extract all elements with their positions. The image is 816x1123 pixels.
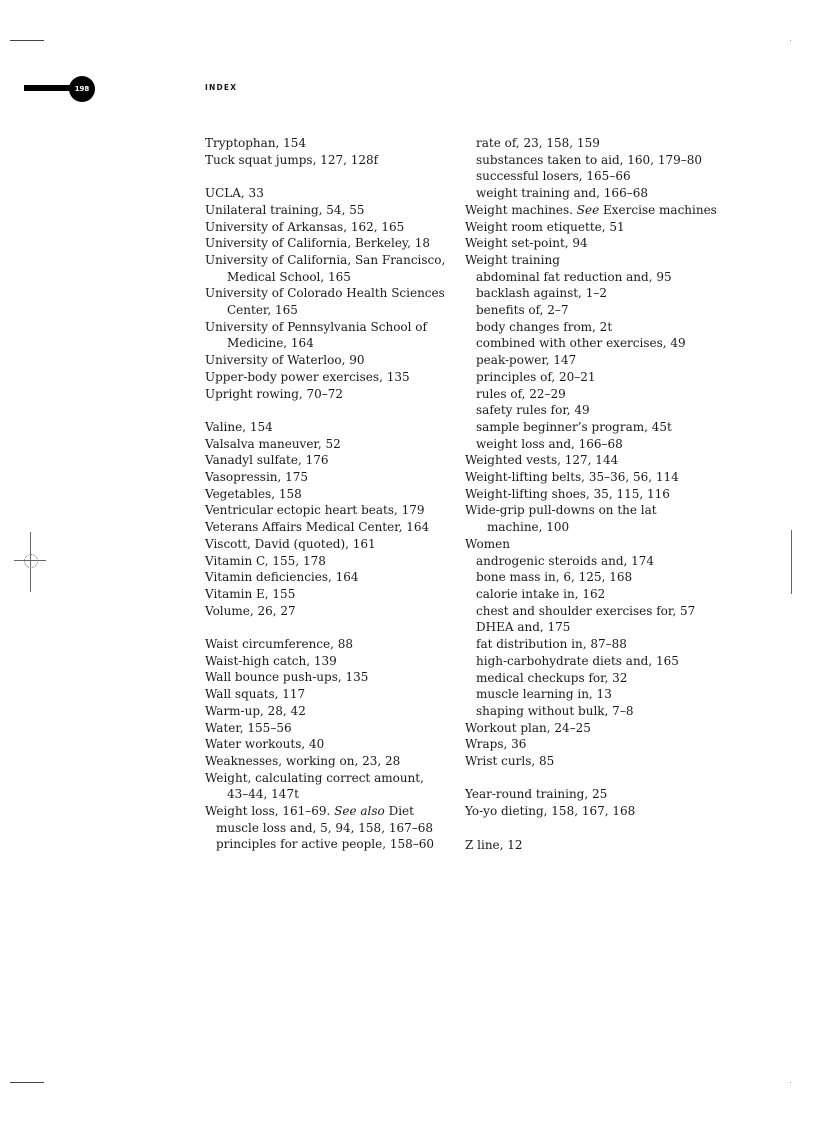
index-entry: Ventricular ectopic heart beats, 179 bbox=[205, 503, 425, 518]
index-entry: Weight-lifting shoes, 35, 115, 116 bbox=[465, 486, 670, 501]
index-entry: Year-round training, 25 bbox=[465, 787, 608, 802]
index-subentry: shaping without bulk, 7–8 bbox=[476, 703, 634, 718]
registration-mark bbox=[14, 550, 46, 572]
index-entry: Water workouts, 40 bbox=[205, 737, 325, 752]
index-subentry: backlash against, 1–2 bbox=[476, 286, 607, 301]
index-entry: Wide-grip pull-downs on the lat bbox=[465, 503, 657, 518]
index-entry: Workout plan, 24–25 bbox=[465, 720, 591, 735]
index-entry: Water, 155–56 bbox=[205, 720, 292, 735]
index-entry: Vanadyl sulfate, 176 bbox=[205, 453, 329, 468]
running-head: INDEX bbox=[205, 83, 238, 92]
registration-line-right bbox=[791, 530, 792, 594]
letter-gap bbox=[205, 168, 455, 185]
letter-gap bbox=[205, 402, 455, 419]
index-entry: Valine, 154 bbox=[205, 419, 273, 434]
index-entry-continuation: Medical School, 165 bbox=[227, 269, 351, 284]
index-subentry: muscle learning in, 13 bbox=[476, 687, 612, 702]
index-entry: University of Arkansas, 162, 165 bbox=[205, 219, 405, 234]
index-entry: University of Pennsylvania School of bbox=[205, 319, 427, 334]
crop-mark-top-right bbox=[790, 40, 791, 41]
index-subentry: DHEA and, 175 bbox=[476, 620, 571, 635]
index-entry-continuation: 43–44, 147t bbox=[227, 787, 299, 802]
index-entry: Upright rowing, 70–72 bbox=[205, 386, 344, 401]
index-subentry: peak-power, 147 bbox=[476, 353, 577, 368]
index-subentry: rules of, 22–29 bbox=[476, 386, 566, 401]
index-entry: Unilateral training, 54, 55 bbox=[205, 202, 365, 217]
index-subentry: successful losers, 165–66 bbox=[476, 169, 631, 184]
index-entry: University of Colorado Health Sciences bbox=[205, 286, 445, 301]
index-subentry: body changes from, 2t bbox=[476, 319, 613, 334]
index-subentry: principles of, 20–21 bbox=[476, 369, 596, 384]
index-subentry: benefits of, 2–7 bbox=[476, 303, 569, 318]
index-subentry: medical checkups for, 32 bbox=[476, 670, 628, 685]
index-entry: Viscott, David (quoted), 161 bbox=[205, 536, 376, 551]
index-entry: Weaknesses, working on, 23, 28 bbox=[205, 753, 401, 768]
index-entry: Weight room etiquette, 51 bbox=[465, 219, 625, 234]
index-subentry: abdominal fat reduction and, 95 bbox=[476, 269, 672, 284]
crop-mark-bottom-right bbox=[790, 1082, 791, 1083]
index-subentry: principles for active people, 158–60 bbox=[216, 837, 435, 852]
letter-gap bbox=[465, 770, 715, 787]
index-entry: Vegetables, 158 bbox=[205, 486, 302, 501]
index-subentry: substances taken to aid, 160, 179–80 bbox=[476, 152, 702, 167]
index-entry: Weight set-point, 94 bbox=[465, 236, 588, 251]
page-number: 198 bbox=[69, 76, 95, 102]
index-subentry: fat distribution in, 87–88 bbox=[476, 637, 627, 652]
index-entry: University of California, Berkeley, 18 bbox=[205, 236, 431, 251]
crop-mark-top-left bbox=[10, 40, 44, 41]
header-bar bbox=[24, 85, 72, 91]
index-entry: Weight loss, 161–69. See also Diet bbox=[205, 804, 414, 819]
index-entry: Veterans Affairs Medical Center, 164 bbox=[205, 520, 430, 535]
index-entry: Volume, 26, 27 bbox=[205, 603, 296, 618]
index-entry: Z line, 12 bbox=[465, 837, 523, 852]
index-subentry: calorie intake in, 162 bbox=[476, 586, 606, 601]
index-entry: Wrist curls, 85 bbox=[465, 754, 555, 769]
index-entry: Wraps, 36 bbox=[465, 737, 527, 752]
index-entry: Wall bounce push-ups, 135 bbox=[205, 670, 369, 685]
index-entry-continuation: Medicine, 164 bbox=[227, 336, 314, 351]
index-entry: Tryptophan, 154 bbox=[205, 136, 307, 150]
index-subentry: weight loss and, 166–68 bbox=[476, 436, 623, 451]
index-entry: Vasopressin, 175 bbox=[205, 470, 309, 485]
index-subentry: rate of, 23, 158, 159 bbox=[476, 136, 600, 150]
index-entry: Wall squats, 117 bbox=[205, 687, 306, 702]
index-entry: Weight training bbox=[465, 252, 560, 267]
letter-gap bbox=[465, 820, 715, 837]
index-subentry: high-carbohydrate diets and, 165 bbox=[476, 653, 679, 668]
index-subentry: chest and shoulder exercises for, 57 bbox=[476, 603, 696, 618]
index-subentry: combined with other exercises, 49 bbox=[476, 336, 686, 351]
index-subentry: sample beginner’s program, 45t bbox=[476, 419, 672, 434]
index-entry: Vitamin E, 155 bbox=[205, 586, 296, 601]
index-subentry: androgenic steroids and, 174 bbox=[476, 553, 655, 568]
index-entry: Weighted vests, 127, 144 bbox=[465, 453, 619, 468]
index-entry: Weight-lifting belts, 35–36, 56, 114 bbox=[465, 470, 679, 485]
index-subentry: muscle loss and, 5, 94, 158, 167–68 bbox=[216, 820, 433, 835]
index-entry-continuation: Center, 165 bbox=[227, 303, 298, 318]
index-entry: Weight, calculating correct amount, bbox=[205, 770, 424, 785]
index-subentry: safety rules for, 49 bbox=[476, 403, 590, 418]
index-entry: Yo-yo dieting, 158, 167, 168 bbox=[465, 804, 636, 819]
index-entry: Women bbox=[465, 536, 510, 551]
index-entry: Weight machines. See Exercise machines bbox=[465, 202, 717, 217]
index-entry: University of Waterloo, 90 bbox=[205, 353, 365, 368]
index-entry: Warm-up, 28, 42 bbox=[205, 703, 306, 718]
index-entry: Waist circumference, 88 bbox=[205, 637, 354, 652]
index-entry: Upper-body power exercises, 135 bbox=[205, 369, 410, 384]
index-entry: Waist-high catch, 139 bbox=[205, 653, 337, 668]
index-entry: Valsalva maneuver, 52 bbox=[205, 436, 341, 451]
index-subentry: bone mass in, 6, 125, 168 bbox=[476, 570, 633, 585]
index-entry: Vitamin deficiencies, 164 bbox=[205, 570, 359, 585]
index-column-left bbox=[205, 135, 455, 853]
crop-mark-bottom-left bbox=[10, 1082, 44, 1083]
index-subentry: weight training and, 166–68 bbox=[476, 186, 648, 201]
index-entry: UCLA, 33 bbox=[205, 186, 264, 201]
index-entry: University of California, San Francisco, bbox=[205, 252, 446, 267]
index-column-right bbox=[465, 135, 715, 853]
index-entry: Vitamin C, 155, 178 bbox=[205, 553, 326, 568]
letter-gap bbox=[205, 619, 455, 636]
index-entry-continuation: machine, 100 bbox=[487, 520, 570, 535]
index-entry: Tuck squat jumps, 127, 128f bbox=[205, 152, 379, 167]
